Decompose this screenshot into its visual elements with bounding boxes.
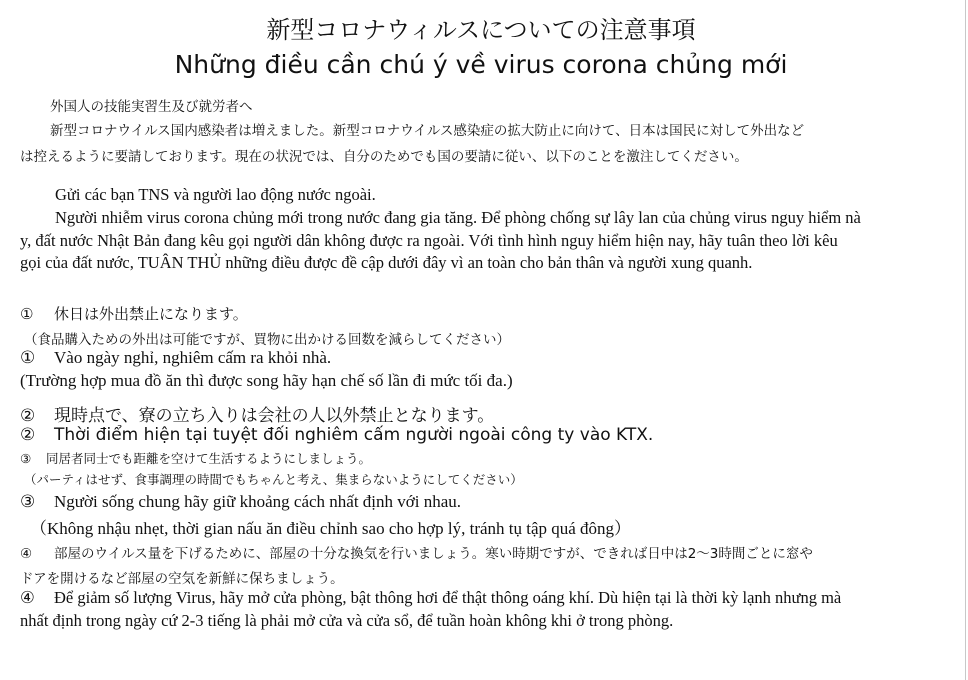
item-3-vi [20, 492, 461, 512]
item-2-vi-text: Thời điểm hiện tại tuyệt đối nghiêm cấm người ngoài công ty vào KTX. [54, 425, 654, 445]
item-4-jp-text1: 部屋のウイルス量を下げるために、部屋の十分な換気を行いましょう。寒い時期ですが、できれば日中は2～3時間ごとに窓や [54, 546, 813, 562]
item-2-vi-number: ② [20, 425, 36, 445]
item-1-vi-number: ① [20, 348, 36, 367]
intro-jp-line1: 新型コロナウイルス国内感染者は増えました。新型コロナウイルス感染症の拡大防止に向けて、日本は国民に対して外出など [50, 123, 805, 139]
item-2-jp-text: 現時点で、寮の立ち入りは会社の人以外禁止となります。 [54, 406, 495, 426]
item-1-jp-note: （食品購入ための外出は可能ですが、買物に出かける回数を減らしてください） [24, 332, 510, 348]
item-1-vi-note: (Trường hợp mua đồ ăn thì được song hãy hạn chế số lần đi mức tối đa.) [20, 371, 513, 390]
item-3-vi-note: （Không nhậu nhẹt, thời gian nấu ăn điều chỉnh sao cho hợp lý, tránh tụ tập quá đông） [30, 519, 632, 538]
item-2-vi [20, 425, 653, 445]
intro-vi-line2: y, đất nước Nhật Bản đang kêu gọi người dân không được ra ngoài. Với tình hình nguy hiểm hiện nay, hãy tuân theo lời kêu [20, 231, 838, 250]
item-1-jp [20, 303, 248, 324]
item-3-jp-text: 同居者同士でも距離を空けて生活するようにしましょう。 [46, 451, 372, 466]
title-japanese: 新型コロナウィルスについての注意事項 [266, 16, 696, 44]
item-1-jp-text: 休日は外出禁止になります。 [54, 305, 248, 323]
item-2-jp [20, 401, 494, 426]
intro-vi-greeting: Gửi các bạn TNS và người lao động nước ngoài. [55, 185, 376, 204]
item-3-jp [20, 449, 371, 467]
item-4-vi-text1: Để giảm số lượng Virus, hãy mở cửa phòng, bật thông hơi để thật thông oáng khí. Dù hiện tại là thời kỳ lạnh nhưng mà [54, 588, 842, 607]
item-1-vi [20, 348, 331, 368]
item-1-number: ① [20, 305, 34, 323]
item-4-jp-line1 [20, 542, 813, 562]
intro-vi-line1: Người nhiễm virus corona chủng mới trong nước đang gia tăng. Để phòng chống sự lây lan của chủng virus nguy hiểm nà [55, 208, 861, 227]
item-4-vi-line2: nhất định trong ngày cứ 2-3 tiếng là phải mở cửa và cửa sổ, để tuần hoàn không khi ở trong phòng. [20, 611, 674, 630]
item-3-jp-note: （パーティはせず、食事調理の時間でもちゃんと考え、集まらないようにしてください） [24, 472, 523, 487]
item-4-number: ④ [20, 546, 33, 562]
page-edge [965, 0, 966, 680]
item-3-number: ③ [20, 451, 32, 466]
intro-jp-line2: は控えるように要請しております。現在の状況では、自分のためでも国の要請に従い、以下のことを激注してください。 [20, 149, 748, 165]
item-4-vi-line1 [20, 588, 841, 608]
item-3-vi-text: Người sống chung hãy giữ khoảng cách nhất định với nhau. [54, 492, 462, 511]
item-1-vi-text: Vào ngày nghỉ, nghiêm cấm ra khỏi nhà. [54, 348, 332, 367]
item-4-vi-number: ④ [20, 588, 35, 607]
intro-vi-line3: gọi của đất nước, TUÂN THỦ những điều được đề cập dưới đây vì an toàn cho bản thân và người xung quanh. [20, 253, 753, 272]
title-vietnamese: Những điều cần chú ý về virus corona chủng mới [174, 50, 788, 79]
item-2-number: ② [20, 406, 36, 426]
item-4-jp-line2: ドアを開けるなど部屋の空気を新鮮に保ちましょう。 [20, 571, 344, 587]
item-3-vi-number: ③ [20, 492, 36, 511]
intro-jp-greeting: 外国人の技能実習生及び就労者へ [50, 99, 253, 115]
